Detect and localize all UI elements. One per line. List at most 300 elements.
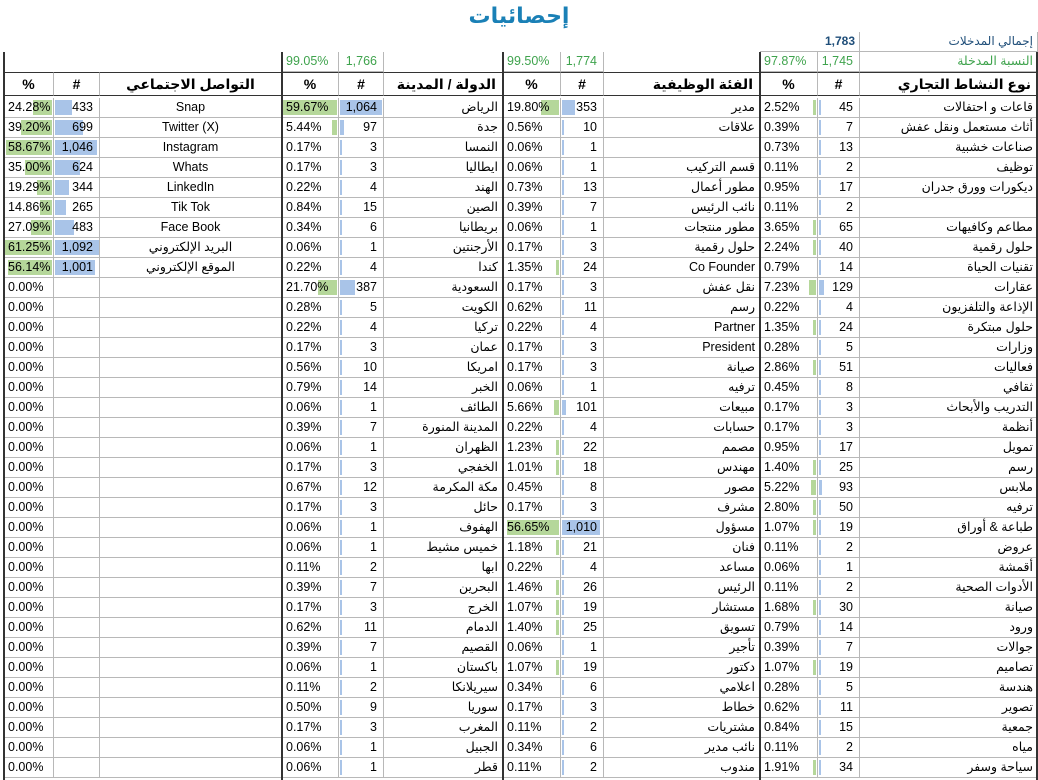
cell-text: 0.45% <box>764 380 800 394</box>
cell-text: 265 <box>72 200 93 214</box>
count-data-bar <box>562 540 564 555</box>
cell-social-name <box>100 478 282 498</box>
cell-activity-percent <box>760 98 818 118</box>
cell-text: 14 <box>839 260 853 274</box>
cell-text: مشتريات <box>707 720 755 734</box>
cell-text: أثاث مستعمل ونقل عفش <box>900 120 1033 134</box>
cell-text: الكويت <box>461 300 498 314</box>
cell-job-percent <box>503 258 561 278</box>
cell-social-percent <box>4 578 54 598</box>
cell-text: طباعة & أوراق <box>957 520 1033 534</box>
cell-text: 0.79% <box>286 380 322 394</box>
cell-country-count <box>339 258 384 278</box>
cell-job-name <box>604 458 760 478</box>
cell-country-name <box>384 398 503 418</box>
cell-text: 3 <box>370 340 377 354</box>
count-data-bar <box>819 240 821 255</box>
cell-text: 0.00% <box>8 340 44 354</box>
cell-activity-percent <box>760 678 818 698</box>
cell-social-count <box>54 578 100 598</box>
count-data-bar <box>55 200 66 215</box>
cell-text: 1.68% <box>764 600 800 614</box>
cell-country-percent <box>282 378 339 398</box>
cell-text: 7 <box>370 420 377 434</box>
cell-text: حائل <box>473 500 498 514</box>
cell-activity-count <box>818 578 860 598</box>
cell-text: ملابس <box>999 480 1033 494</box>
cell-activity-count <box>818 398 860 418</box>
group-divider <box>281 52 283 780</box>
cell-text: 0.06% <box>286 660 322 674</box>
count-data-bar <box>819 740 821 755</box>
cell-country-percent <box>282 418 339 438</box>
cell-job-name <box>604 278 760 298</box>
header-activity-percent: % <box>760 72 818 96</box>
group-divider <box>3 52 5 780</box>
cell-activity-count <box>818 238 860 258</box>
cell-social-name <box>100 218 282 238</box>
cell-social-count <box>54 638 100 658</box>
cell-country-percent <box>282 438 339 458</box>
percent-data-bar <box>813 500 816 515</box>
cell-activity-percent <box>760 238 818 258</box>
cell-activity-percent <box>760 378 818 398</box>
count-data-bar <box>562 760 564 775</box>
cell-text: الرئيس <box>717 580 755 594</box>
count-data-bar <box>562 300 564 315</box>
cell-country-name <box>384 438 503 458</box>
cell-text: 5.66% <box>507 400 543 414</box>
cell-text: 3 <box>370 160 377 174</box>
cell-text: 0.06% <box>764 560 800 574</box>
cell-country-name <box>384 138 503 158</box>
cell-country-percent <box>282 518 339 538</box>
percent-data-bar <box>813 220 816 235</box>
count-data-bar <box>340 420 342 435</box>
count-data-bar <box>819 700 821 715</box>
cell-activity-count <box>818 198 860 218</box>
cell-text: 1 <box>370 540 377 554</box>
cell-activity-count <box>818 338 860 358</box>
cell-activity-name <box>860 378 1038 398</box>
cell-text: 0.00% <box>8 640 44 654</box>
cell-text: مهندس <box>716 460 755 474</box>
cell-text: Partner <box>714 320 755 334</box>
cell-text: جمعية <box>1001 720 1033 734</box>
count-data-bar <box>340 400 342 415</box>
cell-text: 1 <box>590 140 597 154</box>
cell-text: قاعات و احتفالات <box>943 100 1033 114</box>
cell-job-name <box>604 398 760 418</box>
cell-text: 1 <box>370 400 377 414</box>
cell-activity-percent <box>760 218 818 238</box>
cell-job-percent <box>503 238 561 258</box>
percent-data-bar <box>813 320 816 335</box>
cell-text: 56.14% <box>8 260 51 274</box>
cell-activity-percent <box>760 138 818 158</box>
count-data-bar <box>340 200 342 215</box>
cell-job-name <box>604 738 760 758</box>
cell-social-percent <box>4 658 54 678</box>
cell-social-count <box>54 178 100 198</box>
cell-job-percent <box>503 518 561 538</box>
cell-country-percent <box>282 158 339 178</box>
cell-country-percent <box>282 598 339 618</box>
cell-text: 12 <box>363 480 377 494</box>
cell-text: 0.06% <box>286 240 322 254</box>
cell-text: 2 <box>846 740 853 754</box>
count-data-bar <box>340 360 342 375</box>
cell-country-name <box>384 758 503 778</box>
count-data-bar <box>340 600 342 615</box>
cell-social-name <box>100 358 282 378</box>
cell-social-name <box>100 278 282 298</box>
cell-text: 433 <box>72 100 93 114</box>
cell-social-name <box>100 438 282 458</box>
cell-text: Twitter (X) <box>162 120 219 134</box>
cell-text: وزارات <box>996 340 1033 354</box>
cell-activity-count <box>818 558 860 578</box>
cell-text: 0.84% <box>764 720 800 734</box>
cell-social-count <box>54 698 100 718</box>
cell-activity-count <box>818 178 860 198</box>
cell-country-percent <box>282 478 339 498</box>
count-data-bar <box>819 660 821 675</box>
cell-activity-name <box>860 198 1038 218</box>
cell-job-count <box>561 398 604 418</box>
percent-data-bar <box>556 440 559 455</box>
cell-country-percent <box>282 538 339 558</box>
cell-activity-percent <box>760 298 818 318</box>
cell-text: الظهران <box>455 440 498 454</box>
cell-activity-count <box>818 278 860 298</box>
cell-text: 2 <box>846 200 853 214</box>
cell-text: 0.06% <box>507 160 543 174</box>
cell-activity-count <box>818 98 860 118</box>
cell-social-count <box>54 558 100 578</box>
cell-country-count <box>339 338 384 358</box>
cell-text: 1.40% <box>507 620 543 634</box>
cell-activity-percent <box>760 278 818 298</box>
cell-activity-name <box>860 678 1038 698</box>
cell-activity-count <box>818 358 860 378</box>
cell-text: 4 <box>590 320 597 334</box>
cell-text: سوريا <box>467 700 498 714</box>
cell-social-percent <box>4 418 54 438</box>
cell-text: القصيم <box>461 640 498 654</box>
cell-social-name <box>100 338 282 358</box>
cell-text: 21 <box>583 540 597 554</box>
cell-activity-count <box>818 718 860 738</box>
header-job-percent: % <box>503 72 561 96</box>
cell-activity-name <box>860 738 1038 758</box>
cell-text: 2 <box>370 680 377 694</box>
cell-text: 0.11% <box>764 200 799 214</box>
cell-text: سيريلانكا <box>451 680 498 694</box>
cell-text: 0.22% <box>286 260 322 274</box>
cell-job-percent <box>503 158 561 178</box>
cell-text: تمويل <box>1002 440 1033 454</box>
count-data-bar <box>340 220 342 235</box>
cell-text: 624 <box>72 160 93 174</box>
cell-job-count <box>561 358 604 378</box>
count-data-bar <box>819 100 821 115</box>
cell-text: 0.39% <box>286 640 322 654</box>
cell-country-percent <box>282 178 339 198</box>
cell-text: 1.23% <box>507 440 543 454</box>
cell-text: Co Founder <box>688 260 755 274</box>
cell-activity-count <box>818 738 860 758</box>
cell-text: 1 <box>846 560 853 574</box>
cell-text: 93 <box>839 480 853 494</box>
cell-text: 0.00% <box>8 600 44 614</box>
cell-country-count <box>339 178 384 198</box>
cell-activity-name <box>860 118 1038 138</box>
percent-data-bar <box>556 260 559 275</box>
cell-text: 19 <box>583 660 597 674</box>
cell-activity-name <box>860 178 1038 198</box>
cell-text: 0.11% <box>286 560 321 574</box>
cell-job-count <box>561 598 604 618</box>
cell-text: عقارات <box>994 280 1033 294</box>
cell-job-count <box>561 458 604 478</box>
count-data-bar <box>562 500 564 515</box>
cell-social-percent <box>4 338 54 358</box>
cell-activity-count <box>818 298 860 318</box>
header-country-percent: % <box>282 72 339 96</box>
cell-text: التدريب والأبحاث <box>946 400 1033 414</box>
cell-social-count <box>54 98 100 118</box>
cell-text: Snap <box>175 100 206 114</box>
count-data-bar <box>562 420 564 435</box>
count-data-bar <box>562 740 564 755</box>
cell-text: 0.22% <box>764 300 800 314</box>
cell-text: 39.20% <box>8 120 51 134</box>
count-data-bar <box>819 580 821 595</box>
cell-text: 0.39% <box>507 200 543 214</box>
cell-country-name <box>384 678 503 698</box>
cell-job-name <box>604 578 760 598</box>
cell-social-percent <box>4 738 54 758</box>
cell-activity-percent <box>760 598 818 618</box>
cell-job-name <box>604 678 760 698</box>
count-data-bar <box>819 420 821 435</box>
header-country-name: الدولة / المدينة <box>384 72 503 96</box>
cell-text: 1 <box>590 640 597 654</box>
cell-activity-name <box>860 758 1038 778</box>
count-data-bar <box>819 560 821 575</box>
cell-text: الصين <box>466 200 498 214</box>
cell-text: 0.17% <box>507 340 543 354</box>
cell-country-name <box>384 558 503 578</box>
cell-text: 13 <box>839 140 853 154</box>
cell-activity-name <box>860 658 1038 678</box>
count-data-bar <box>562 400 566 415</box>
cell-text: 19 <box>839 520 853 534</box>
job-total-count: 1,774 <box>561 52 604 72</box>
cell-text: الخرج <box>467 600 498 614</box>
count-data-bar <box>819 200 821 215</box>
cell-text: 1,001 <box>61 260 93 274</box>
cell-country-count <box>339 278 384 298</box>
cell-job-percent <box>503 638 561 658</box>
cell-text: 0.00% <box>8 400 44 414</box>
cell-social-name <box>100 618 282 638</box>
cell-social-name <box>100 258 282 278</box>
count-data-bar <box>340 340 342 355</box>
cell-text: 58.67% <box>8 140 51 154</box>
count-data-bar <box>819 640 821 655</box>
cell-text: 4 <box>846 300 853 314</box>
cell-text: 0.22% <box>286 180 322 194</box>
cell-activity-name <box>860 238 1038 258</box>
cell-social-name <box>100 378 282 398</box>
cell-country-count <box>339 738 384 758</box>
cell-job-name <box>604 418 760 438</box>
cell-text: 5.22% <box>764 480 800 494</box>
cell-text: 19 <box>583 600 597 614</box>
cell-text: 0.45% <box>507 480 543 494</box>
cell-text: 50 <box>839 500 853 514</box>
cell-country-percent <box>282 278 339 298</box>
cell-text: 0.11% <box>764 540 799 554</box>
count-data-bar <box>819 280 824 295</box>
cell-text: 10 <box>363 360 377 374</box>
cell-activity-count <box>818 698 860 718</box>
cell-text: 0.06% <box>286 540 322 554</box>
cell-activity-name <box>860 358 1038 378</box>
cell-text: 0.06% <box>286 760 322 774</box>
cell-country-count <box>339 398 384 418</box>
cell-country-name <box>384 258 503 278</box>
cell-text: 0.11% <box>764 740 799 754</box>
cell-text: 2 <box>846 160 853 174</box>
count-data-bar <box>340 580 342 595</box>
cell-text: 0.17% <box>286 460 322 474</box>
cell-text: عمان <box>470 340 498 354</box>
cell-text: 0.00% <box>8 740 44 754</box>
count-data-bar <box>340 680 342 695</box>
cell-country-percent <box>282 638 339 658</box>
cell-job-count <box>561 538 604 558</box>
cell-text: 1 <box>370 440 377 454</box>
cell-text: 0.73% <box>764 140 800 154</box>
cell-country-count <box>339 578 384 598</box>
cell-text: 0.00% <box>8 520 44 534</box>
count-data-bar <box>819 520 821 535</box>
cell-social-percent <box>4 398 54 418</box>
cell-text: خميس مشيط <box>426 540 498 554</box>
cell-text: الهند <box>474 180 498 194</box>
cell-country-name <box>384 158 503 178</box>
cell-text: 0.00% <box>8 560 44 574</box>
cell-text: 3 <box>370 720 377 734</box>
cell-job-name <box>604 518 760 538</box>
cell-activity-name <box>860 578 1038 598</box>
cell-text: 6 <box>370 220 377 234</box>
cell-text: مستشار <box>712 600 755 614</box>
cell-activity-percent <box>760 718 818 738</box>
cell-text: البحرين <box>458 580 498 594</box>
cell-text: 0.00% <box>8 440 44 454</box>
cell-text: 7 <box>846 120 853 134</box>
cell-text: ترفيه <box>1006 500 1033 514</box>
count-data-bar <box>340 720 342 735</box>
cell-text: هندسة <box>998 680 1033 694</box>
count-data-bar <box>340 320 342 335</box>
cell-social-percent <box>4 518 54 538</box>
cell-text: 2.24% <box>764 240 800 254</box>
cell-activity-name <box>860 398 1038 418</box>
cell-text: مشرف <box>717 500 755 514</box>
cell-text: مدير <box>731 100 755 114</box>
cell-job-count <box>561 278 604 298</box>
count-data-bar <box>340 740 342 755</box>
count-data-bar <box>819 400 821 415</box>
cell-social-name <box>100 238 282 258</box>
cell-text: 0.00% <box>8 620 44 634</box>
cell-text: صيانة <box>1004 600 1033 614</box>
cell-activity-name <box>860 138 1038 158</box>
cell-activity-count <box>818 378 860 398</box>
cell-job-count <box>561 498 604 518</box>
cell-text: 2 <box>846 580 853 594</box>
count-data-bar <box>562 660 564 675</box>
percent-data-bar <box>556 660 559 675</box>
cell-text: 1 <box>370 520 377 534</box>
cell-text: 0.50% <box>286 700 322 714</box>
cell-social-name <box>100 638 282 658</box>
cell-job-count <box>561 218 604 238</box>
cell-text: 1.07% <box>507 600 543 614</box>
cell-country-count <box>339 538 384 558</box>
cell-social-count <box>54 418 100 438</box>
cell-social-name <box>100 738 282 758</box>
cell-country-name <box>384 618 503 638</box>
cell-text: 30 <box>839 600 853 614</box>
cell-text: ديكورات وورق جدران <box>921 180 1033 194</box>
cell-job-percent <box>503 318 561 338</box>
cell-activity-count <box>818 318 860 338</box>
cell-social-count <box>54 618 100 638</box>
cell-country-count <box>339 198 384 218</box>
cell-job-count <box>561 658 604 678</box>
cell-text: LinkedIn <box>166 180 215 194</box>
cell-text: الطائف <box>460 400 498 414</box>
cell-text: فنان <box>732 540 755 554</box>
cell-text: 5 <box>846 340 853 354</box>
cell-social-percent <box>4 158 54 178</box>
cell-activity-count <box>818 758 860 778</box>
percent-data-bar <box>813 660 816 675</box>
cell-text: 0.28% <box>764 680 800 694</box>
cell-social-count <box>54 118 100 138</box>
cell-job-name <box>604 198 760 218</box>
cell-text: 1 <box>370 760 377 774</box>
cell-text: مبيعات <box>719 400 755 414</box>
cell-social-count <box>54 278 100 298</box>
cell-country-count <box>339 598 384 618</box>
cell-activity-name <box>860 318 1038 338</box>
cell-social-count <box>54 218 100 238</box>
cell-social-name <box>100 718 282 738</box>
cell-job-percent <box>503 298 561 318</box>
count-data-bar <box>340 380 342 395</box>
cell-country-count <box>339 318 384 338</box>
cell-text: المدينة المنورة <box>422 420 498 434</box>
cell-text: 7 <box>846 640 853 654</box>
count-data-bar <box>562 120 564 135</box>
